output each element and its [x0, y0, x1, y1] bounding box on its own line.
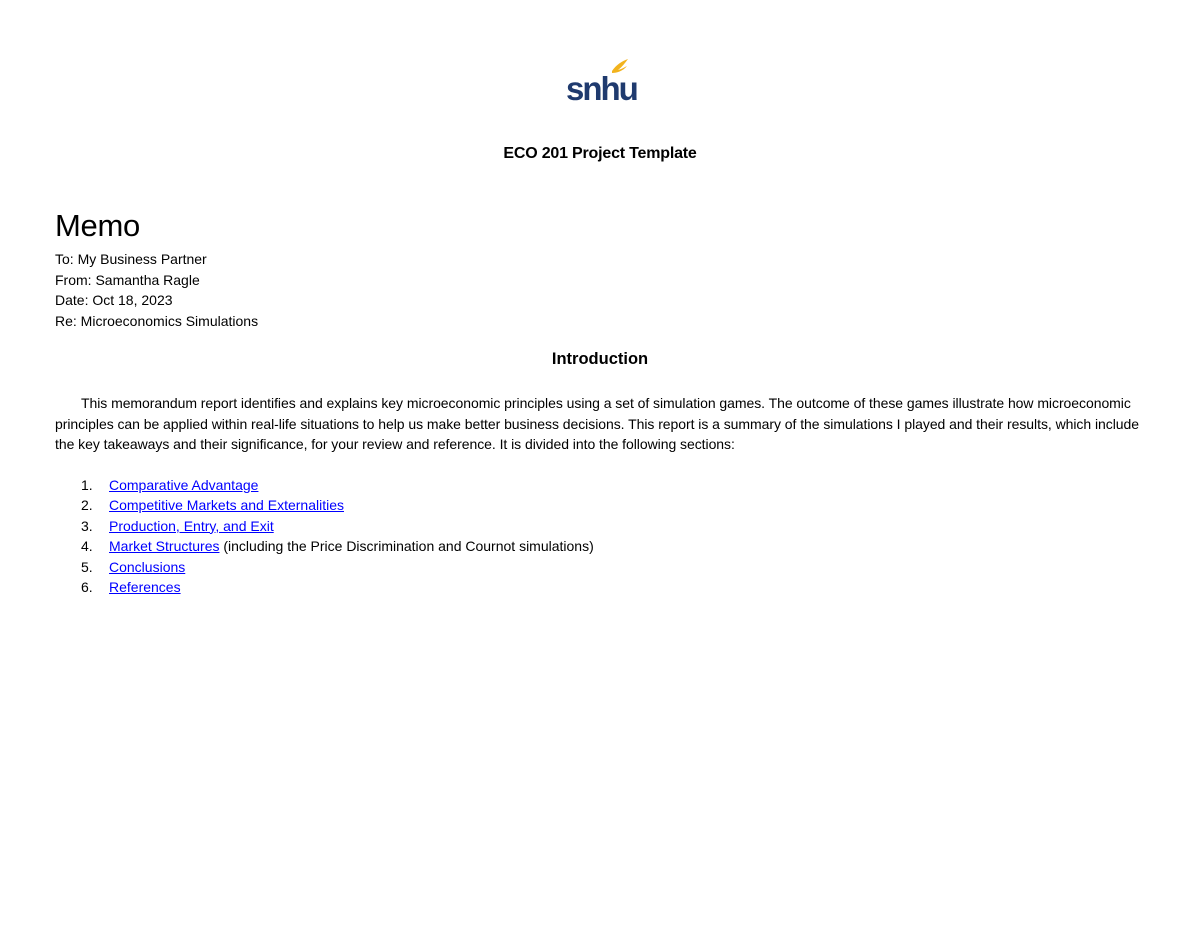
memo-date: Date: Oct 18, 2023: [55, 292, 173, 308]
memo-heading: Memo: [55, 208, 140, 243]
snhu-logo: [560, 55, 640, 105]
list-item: [55, 475, 594, 495]
memo-header-block: [55, 249, 258, 331]
list-item: [55, 577, 594, 597]
link-production-entry-exit[interactable]: Production, Entry, and Exit: [109, 517, 274, 534]
list-number: 3.: [81, 517, 93, 534]
memo-from: From: Samantha Ragle: [55, 271, 200, 288]
snhu-logo-graphic: [560, 55, 640, 105]
list-number: 4.: [81, 538, 93, 555]
link-market-structures[interactable]: Market Structures: [109, 538, 220, 555]
list-item: [55, 495, 594, 515]
memo-re: Re: Microeconomics Simulations: [55, 312, 259, 329]
memo-to: To: My Business Partner: [55, 251, 207, 267]
list-number: 6.: [81, 579, 93, 596]
list-number: 2.: [81, 497, 93, 514]
link-conclusions[interactable]: Conclusions: [109, 558, 186, 575]
list-number: 1.: [81, 477, 93, 493]
introduction-paragraph: This memorandum report identifies and explains key microeconomic principles using a set of simulation games. The outcome of these games illustrate how microeconomic principles can be applied within real-life situations to help us make better business decisions. This report is a summary of the simulations I played and their results, which include the key takeaways and their significance, for your review and reference. It is divided into the following sections:: [55, 395, 1139, 453]
list-item: [55, 516, 594, 536]
link-comparative-advantage[interactable]: Comparative Advantage: [109, 477, 259, 493]
document-title: ECO 201 Project Template: [503, 145, 697, 162]
list-item: [55, 557, 594, 577]
sections-list: [55, 475, 594, 597]
list-item: [55, 536, 594, 556]
list-number: 5.: [81, 558, 93, 575]
introduction-heading: Introduction: [551, 350, 649, 368]
list-item-suffix: (including the Price Discrimination and Cournot simulations): [219, 538, 594, 555]
link-competitive-markets[interactable]: Competitive Markets and Externalities: [109, 497, 344, 514]
link-references[interactable]: References: [109, 579, 181, 596]
logo-wordmark: snhu: [566, 70, 637, 105]
